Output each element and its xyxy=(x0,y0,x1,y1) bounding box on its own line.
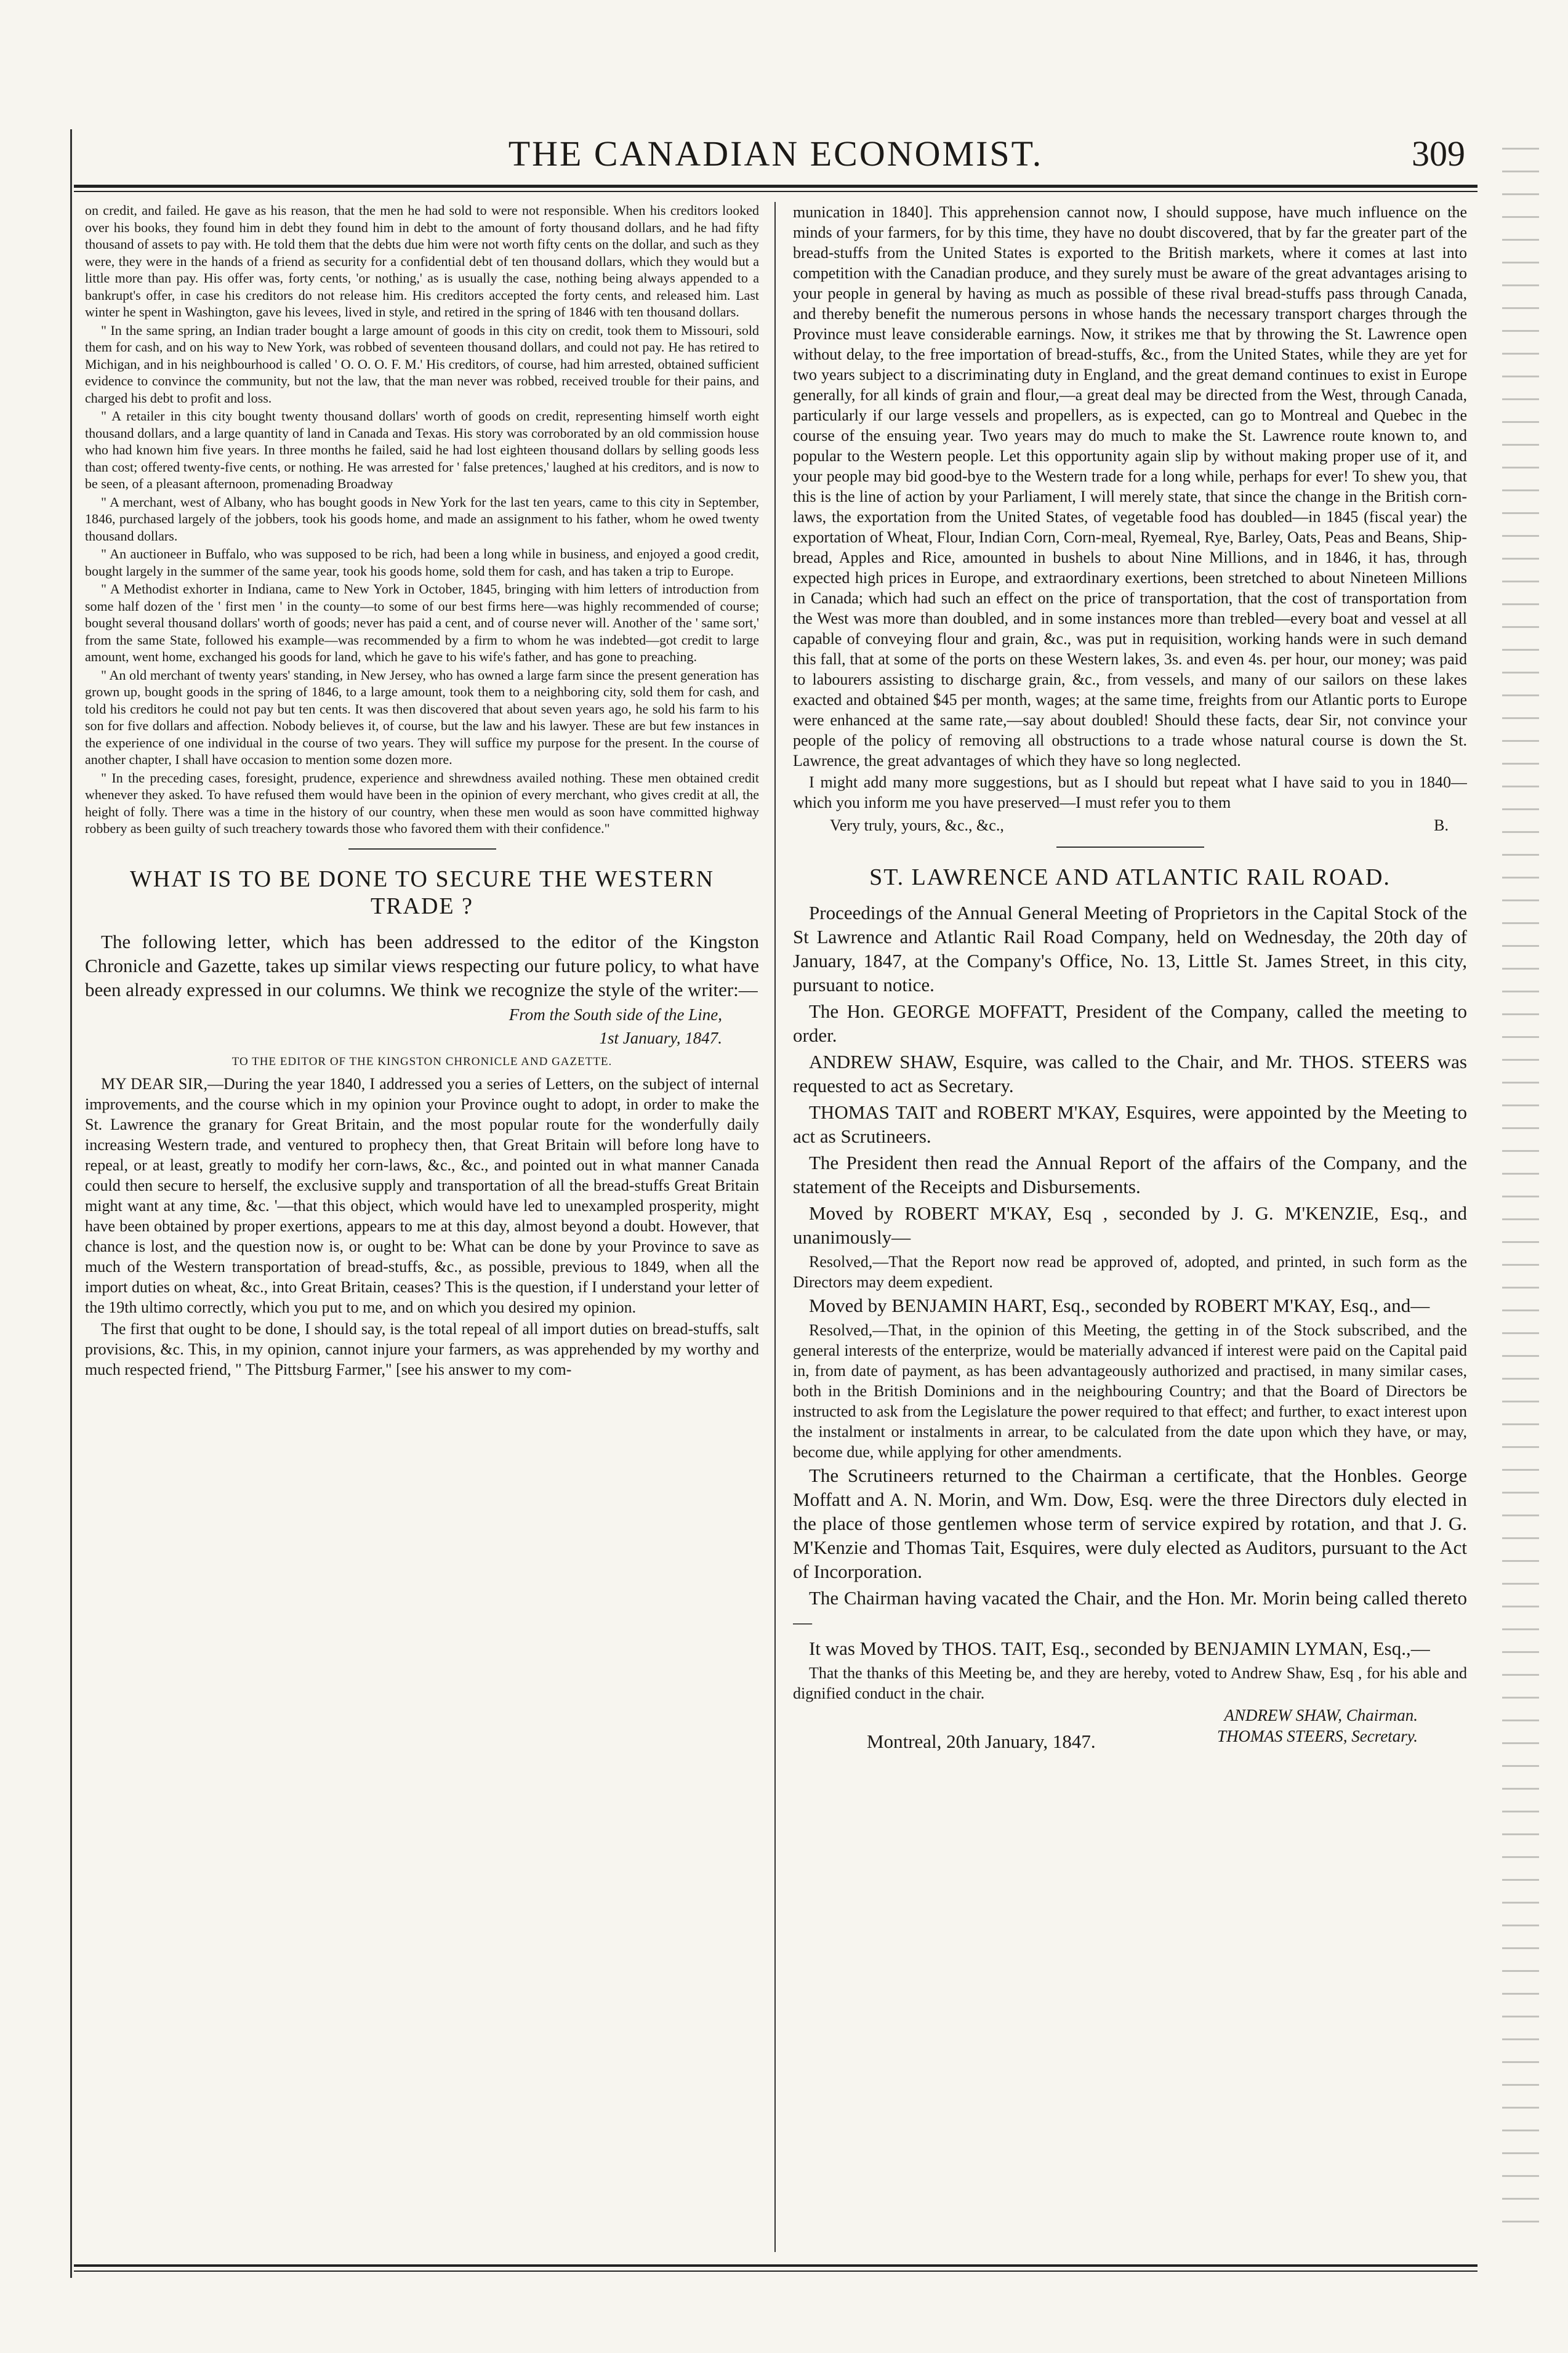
footer-rule-thin xyxy=(74,2271,1478,2272)
footer-rule-thick xyxy=(74,2264,1478,2267)
paragraph: Moved by BENJAMIN HART, Esq., seconded by ROBERT M'KAY, Esq., and— xyxy=(809,1295,1430,1316)
dateline-date: 1st January, 1847. xyxy=(599,1028,722,1047)
column-separator xyxy=(774,202,776,2252)
motion-2 xyxy=(793,1293,1467,1317)
dateline-place: From the South side of the Line, xyxy=(509,1005,722,1024)
paragraph: " A Methodist exhorter in Indiana, came to New York in October, 1845, bringing with him letters of introduction from some half dozen of the ' first men ' in the county—to some of our best firms here—was highly recommended of course; bought several thousand dollars' worth of goods; never has paid a cent, and of course never will. Another of the ' same sort,' from the same State, followed his example—was recommended by a firm to whom he was indebted—got credit to large amount, went home, exchanged his goods for land, which he gave to his wife's father, and has gone to preaching. xyxy=(85,581,759,664)
newspaper-page xyxy=(74,129,1478,2296)
left-column xyxy=(85,202,759,2258)
paragraph: THOMAS TAIT and ROBERT M'KAY, Esquires, were appointed by the Meeting to act as Scrutineers. xyxy=(793,1101,1467,1147)
paragraph: " A merchant, west of Albany, who has bought goods in New York for the last ten years, came to this city in September, 1846, purchased largely of the jobbers, took his goods home, and made an assignment to his father, whom he owed twenty thousand dollars. xyxy=(85,494,759,544)
paragraph: " A retailer in this city bought twenty thousand dollars' worth of goods on credit, representing himself worth eight thousand dollars, and a large quantity of land in Canada and Texas. His story was corroborated by an old commission house who had known him five years. In three months he failed, said he had lost eighteen thousand dollars by selling goods less than cost; offered twenty-five cents, or nothing. He was arrested for ' false pretences,' laughed at his creditors, and is now to be seen, of a pleasant afternoon, promenading Broadway xyxy=(85,408,759,491)
intro-block xyxy=(85,930,759,1002)
signature-chairman: ANDREW SHAW, Chairman. xyxy=(1224,1706,1418,1724)
resolution-3 xyxy=(793,1663,1467,1703)
closing-initial: B. xyxy=(1434,816,1449,834)
paragraph: munication in 1840]. This apprehension cannot now, I should suppose, have much influence on the minds of your farmers, for by this time, they have no doubt discovered, that by far the greater part of the bread-stuffs from the United States is exported to the British markets, where it comes at last into competition with the Canadian produce, and they surely must be aware of the great advantages arising to your people in general by having as much as possible of these rival bread-stuffs pass through Canada, and thereby benefit the numerous persons in whose hands the necessary transport charges through the Province must leave considerable earnings. Now, it strikes me that by throwing the St. Lawrence open without delay, to the free importation of bread-stuffs, &c., from the United States, while they are yet for two years subject to a discriminating duty in England, and the great demand continues to exist in Europe generally, for all kinds of grain and flour,—a great deal may be directed from the West, through Canada, particularly if our large vessels and propellers, as is expected, can go to Montreal and Quebec in the course of the ensuing year. Two years may do much to make the St. Lawrence route known to, and popular to the Western people. Let this opportunity again slip by without making proper use of it, and your people may bid good-bye to the Western trade for a long while, perhaps for ever! To shew you, that this is the line of action by your Parliament, I will merely state, that since the change in the British corn-laws, the exportation from the United States, of vegetable food has doubled—in 1845 (fiscal year) the exportation of Wheat, Flour, Indian Corn, Corn-meal, Ryemeal, Rye, Barley, Oats, Peas and Beans, Ship-bread, Apples and Rice, amounted in bushels to about Nine Millions, and in 1846, it has, through expected high prices in Europe, and extraordinary exertions, been stretched to about Nineteen Millions in Canada; which had such an effect on the price of transportation, that the cost of transportation from the West was more than doubled, and in some instances more than trebled—every boat and vessel at all capable of conveying flour and grain, &c., was put in requisition, working hands were in such demand this fall, that at some of the ports on these Western lakes, 3s. and even 4s. per hour, our money; was paid to labourers assisting to discharge grain, &c., from vessels, and many of our sailors on these lakes exacted and obtained $45 per month, wages; at the same time, freights from our Atlantic ports to Europe were enhanced at the same rate,—say about doubled! Should these facts, dear Sir, not convince your people of the policy of removing all obstructions to a trade whose natural course is down the St. Lawrence, the great advantages of which they have so long neglected. xyxy=(793,203,1467,770)
header-rule-thick xyxy=(74,185,1478,188)
paragraph: " In the same spring, an Indian trader bought a large amount of goods in this city on credit, took them to Missouri, sold them for cash, and on his way to New York, was robbed of seventeen thousand dollars, and could not pay. He has retired to Michigan, and in his neighbourhood is called ' O. O. O. F. M.' His creditors, of course, had him arrested, obtained sufficient evidence to convince the community, but not the law, that the man never was robbed, received trouble for their pains, and charged his debt to profit and loss. xyxy=(85,322,759,406)
page-number: 309 xyxy=(1412,134,1465,174)
paragraph: Resolved,—That the Report now read be approved of, adopted, and printed, in such form as the Directors may deem expedient. xyxy=(793,1253,1467,1291)
letter-continued xyxy=(793,202,1467,835)
paragraph: It was Moved by THOS. TAIT, Esq., seconded by BENJAMIN LYMAN, Esq.,— xyxy=(809,1638,1430,1659)
paragraph: Proceedings of the Annual General Meeting of Proprietors in the Capital Stock of the St Lawrence and Atlantic Rail Road Company, held on Wednesday, the 20th day of January, 1847, at the Company's Office, No. 13, Little St. James Street, in this city, pursuant to notice. xyxy=(793,902,1467,996)
paragraph: MY DEAR SIR,—During the year 1840, I addressed you a series of Letters, on the subject of internal improvements, and the course which in my opinion your Province ought to adopt, in order to make the St. Lawrence the granary for Great Britain, and the most popular route for the wonderfully daily increasing Western trade, and ventured to prophecy then, that Great Britain will before long have to repeal, or at least, greatly to modify her corn-laws, &c., &c., and pointed out in what manner Canada could then secure to herself, the exclusive supply and transportation of all the bread-stuffs Great Britain might want at any time, &c. '—that this object, which would have led to unexampled prosperity, might have been obtained by proper exertions, appears to me at this day, almost beyond a doubt. However, that chance is lost, and the question now is, or ought to be: What can be done by your Province to save as much of the Western transportation of bread-stuffs, &c., as possible, previous to 1849, when all the import duties on wheat, &c., into Great Britain, ceases? This is the question, if I understand your letter of the 19th ultimo correctly, which you put to me, and on which you desired my opinion. xyxy=(85,1075,759,1316)
paragraph: The Scrutineers returned to the Chairman a certificate, that the Honbles. George Moffatt and A. N. Morin, and Wm. Dow, Esq. were the three Directors duly elected in the place of those gentlemen whose term of service expired by rotation, and that J. G. M'Kenzie and Thomas Tait, Esquires, were duly elected as Auditors, pursuant to the Act of Incorporation. xyxy=(793,1465,1467,1582)
letter-signoff xyxy=(793,815,1467,835)
paragraph: The first that ought to be done, I should say, is the total repeal of all import duties on bread-stuffs, salt provisions, &c. This, in my opinion, cannot injure your farmers, as was apprehended by my worthy and much respected friend, " The Pittsburg Farmer," [see his answer to my com- xyxy=(85,1320,759,1378)
paragraph: The Chairman having vacated the Chair, and the Hon. Mr. Morin being called thereto— xyxy=(793,1587,1467,1633)
publication-title: THE CANADIAN ECONOMIST. xyxy=(508,134,1043,174)
section-title-western-trade: WHAT IS TO BE DONE TO SECURE THE WESTERN TRADE ? xyxy=(129,866,715,919)
margin-scan-noise xyxy=(1502,148,1539,2241)
header-rule-thin xyxy=(74,191,1478,192)
section-divider xyxy=(348,848,496,850)
paragraph: " An old merchant of twenty years' standing, in New Jersey, who has owned a large farm since the present generation has grown up, bought goods in the spring of 1846, to a large amount, took them to a neighboring city, sold them for cash, and told his creditors he could not pay but ten cents. It was then discovered that about seven years ago, he sold his farm to his son for five dollars and affection. Nobody believes it, of course, but the law and his lawyer. These are but few instances in the experience of one individual in the course of two years. They will suffice my purpose for the present. In the course of another chapter, I shall have occasion to mention some dozen more. xyxy=(85,667,759,767)
resolution-2 xyxy=(793,1320,1467,1462)
resolution-1 xyxy=(793,1252,1467,1292)
letter-body xyxy=(85,1074,759,1380)
place-and-date: Montreal, 20th January, 1847. xyxy=(867,1731,1096,1752)
paragraph: The President then read the Annual Report of the affairs of the Company, and the statement of the Receipts and Disbursements. xyxy=(793,1152,1467,1197)
paragraph: " In the preceding cases, foresight, prudence, experience and shrewdness availed nothing. These men obtained credit whenever they asked. To have refused them would have been in the opinion of every merchant, who gives credit at all, the height of folly. There was a time in the history of our country, when these men would as soon have committed highway robbery as been guilty of such treachery towards those who favored them with their confidence." xyxy=(85,770,759,836)
letter-address: TO THE EDITOR OF THE KINGSTON CHRONICLE AND GAZETTE. xyxy=(231,1055,613,1068)
paragraph: The Hon. GEORGE MOFFATT, President of the Company, called the meeting to order. xyxy=(793,1000,1467,1046)
closing-text: Very truly, yours, &c., &c., xyxy=(830,816,1004,834)
proceedings-block-2 xyxy=(793,1463,1467,1660)
paragraph: I might add many more suggestions, but as I should but repeat what I have said to you in 1840—which you inform me you have preserved—I must refer you to them xyxy=(793,773,1467,811)
intro-paragraph: The following letter, which has been addressed to the editor of the Kingston Chronicle and Gazette, takes up similar views respecting our future policy, to what have been already expressed in our columns. We think we recognize the style of the writer:— xyxy=(85,930,759,1000)
right-column xyxy=(793,202,1467,2258)
left-border xyxy=(70,129,72,2278)
paragraph: ANDREW SHAW, Esquire, was called to the Chair, and Mr. THOS. STEERS was requested to act as Secretary. xyxy=(793,1051,1467,1096)
section-divider xyxy=(1056,847,1204,848)
paragraph: " An auctioneer in Buffalo, who was supposed to be rich, had been a long while in business, and enjoyed a good credit, bought largely in the summer of the same year, took his goods home, sold them for cash, and has taken a trip to Europe. xyxy=(85,546,759,579)
section-title-rail-road: ST. LAWRENCE AND ATLANTIC RAIL ROAD. xyxy=(869,864,1391,890)
paragraph: Resolved,—That, in the opinion of this Meeting, the getting in of the Stock subscribed, and the general interests of the enterprize, would be materially advanced if interest were paid on the Capital paid in, from date of payment, as has been advantageously authorized and practised, in many similar cases, both in the British Dominions and in the neighbouring Country; and that the Board of Directors be instructed to ask from the Legislature the power required to that effect; and further, to exact interest upon the instalment or instalments in arrear, to be calculated from the date upon which they have, or may, become due, while applying for other amendments. xyxy=(793,1321,1467,1461)
paragraph: That the thanks of this Meeting be, and they are hereby, voted to Andrew Shaw, Esq , for his able and dignified conduct in the chair. xyxy=(793,1664,1467,1702)
paragraph: on credit, and failed. He gave as his reason, that the men he had sold to were not responsible. When his creditors looked over his books, they found him in debt they found him in debt to the amount of forty thousand dollars, and he had fifty thousand of assets to pay with. He told them that the debts due him were not worth fifty cents on the dollar, and such as they were, they were in the hands of a friend as security for a confidential debt of ten thousand dollars, which they would but a little more than pay. His offer was, forty cents, 'or nothing,' as is usually the case, nothing being always appended to a bankrupt's offer, in case his creditors do not release him. His creditors accepted the forty cents, and released him. Last winter he spent in Washington, gave his levees, lived in style, and retired in the spring of 1846 with ten thousand dollars. xyxy=(85,203,759,320)
paragraph: Moved by ROBERT M'KAY, Esq , seconded by J. G. M'KENZIE, Esq., and unanimously— xyxy=(793,1202,1467,1248)
signature-secretary: THOMAS STEERS, Secretary. xyxy=(1217,1727,1418,1745)
page-header xyxy=(74,129,1478,186)
proceedings-block xyxy=(793,901,1467,1249)
